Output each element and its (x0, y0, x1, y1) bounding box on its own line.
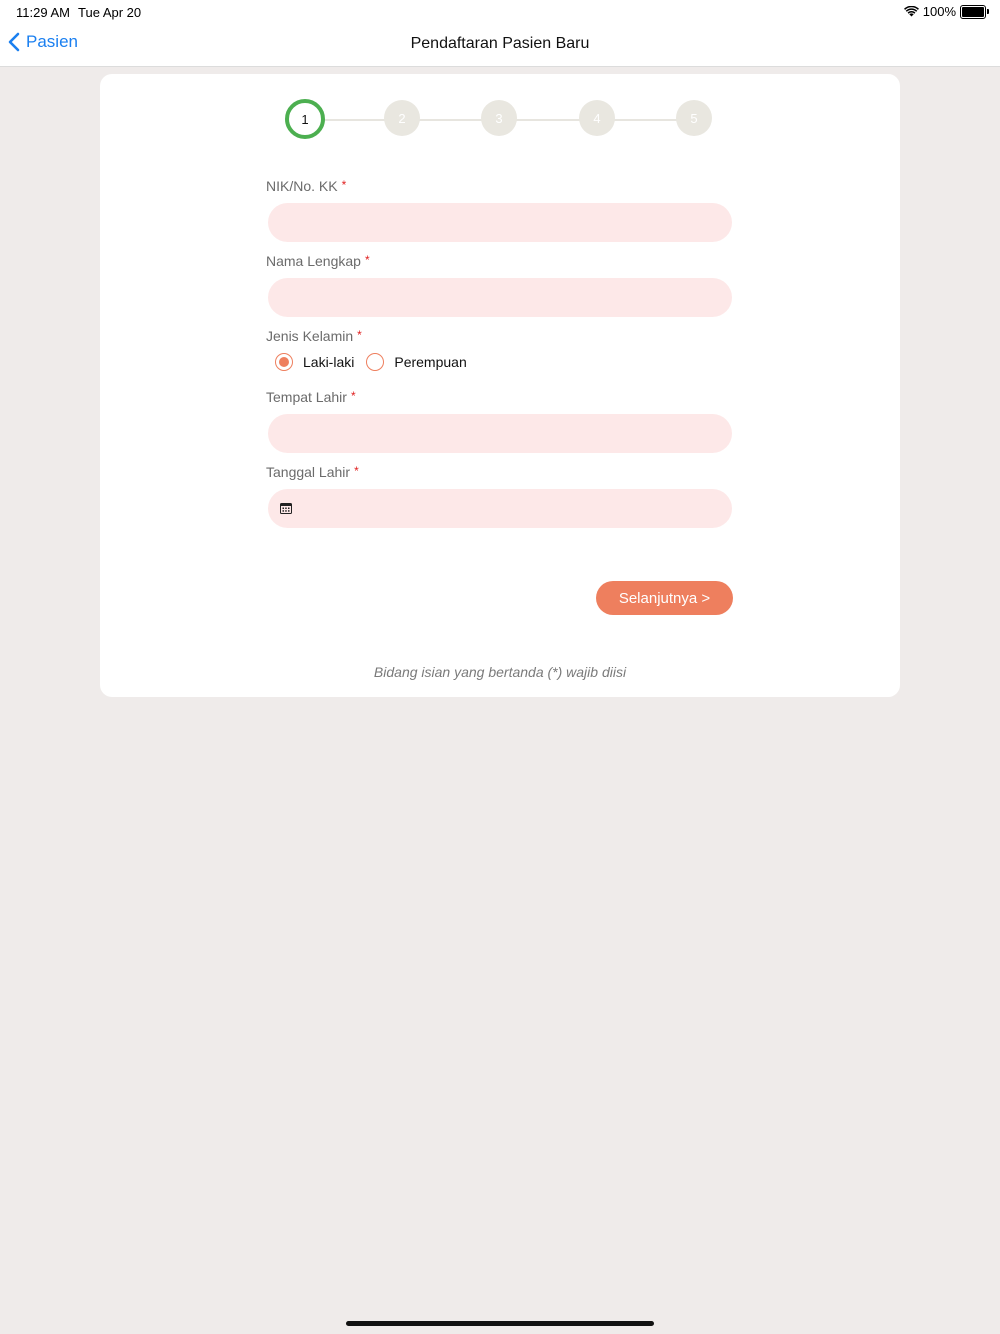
step-4[interactable]: 4 (579, 100, 615, 136)
tempat-label (266, 389, 356, 405)
nama-label-text: Nama Lengkap (266, 253, 361, 269)
status-right (904, 4, 986, 19)
step-1[interactable]: 1 (285, 99, 325, 139)
radio-checked-icon[interactable] (275, 353, 293, 371)
nama-input[interactable] (268, 278, 732, 317)
battery-tip (987, 9, 989, 14)
status-time: 11:29 AM (16, 5, 70, 20)
gender-option-male-label: Laki-laki (303, 354, 355, 370)
required-mark: * (350, 389, 356, 403)
nik-input[interactable] (268, 203, 732, 242)
required-mark: * (341, 178, 347, 192)
tanggal-label-text: Tanggal Lahir (266, 464, 351, 480)
back-button-label: Pasien (26, 32, 78, 51)
radio-dot (279, 357, 289, 367)
tempat-input[interactable] (268, 414, 732, 453)
gender-label-text: Jenis Kelamin (266, 328, 354, 344)
registration-card (100, 74, 900, 697)
gender-radio-group (275, 353, 479, 371)
battery-fill (962, 7, 984, 17)
radio-unchecked-icon[interactable] (366, 353, 384, 371)
tempat-label-text: Tempat Lahir (266, 389, 347, 405)
calendar-icon[interactable] (280, 502, 292, 514)
gender-label (266, 328, 362, 344)
stepper (100, 74, 900, 164)
tanggal-label (266, 464, 359, 480)
step-3[interactable]: 3 (481, 100, 517, 136)
navigation-bar (0, 24, 1000, 67)
wifi-icon (904, 6, 919, 17)
step-5[interactable]: 5 (676, 100, 712, 136)
nik-label (266, 178, 346, 194)
page-title: Pendaftaran Pasien Baru (410, 35, 590, 52)
battery-icon (960, 5, 986, 19)
gender-option-female-label: Perempuan (394, 354, 467, 370)
status-bar (0, 0, 1000, 24)
step-2[interactable]: 2 (384, 100, 420, 136)
battery-percent: 100% (922, 4, 956, 19)
required-mark: * (357, 328, 362, 342)
required-footnote: Bidang isian yang bertanda (*) wajib diisi (373, 664, 627, 680)
status-date: Tue Apr 20 (78, 5, 142, 20)
required-mark: * (364, 253, 370, 267)
gender-option-female[interactable] (366, 353, 466, 371)
home-indicator[interactable] (346, 1321, 654, 1326)
nik-label-text: NIK/No. KK (266, 178, 338, 194)
required-mark: * (354, 464, 359, 478)
nama-label (266, 253, 370, 269)
gender-option-male[interactable] (275, 353, 354, 371)
next-button[interactable]: Selanjutnya > (596, 581, 733, 615)
tanggal-input[interactable] (268, 489, 732, 528)
